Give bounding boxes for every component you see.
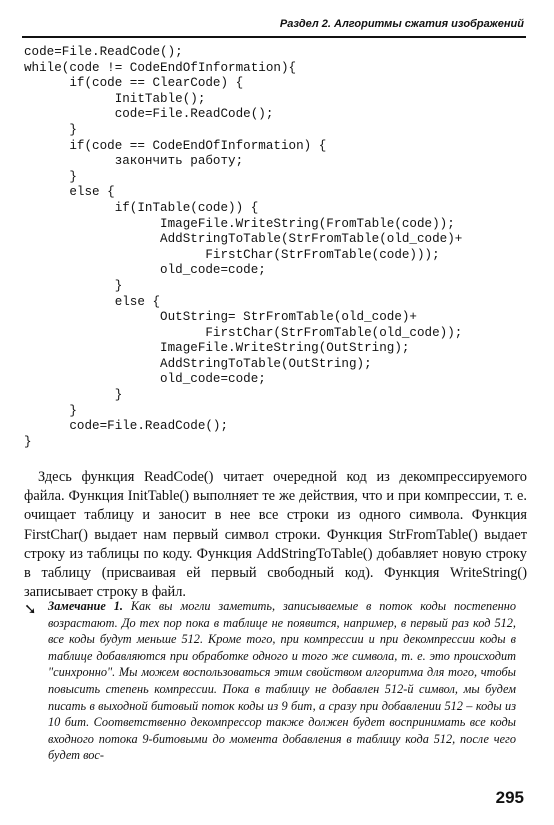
code-line: OutString= StrFromTable(old_code)+ <box>24 310 417 325</box>
code-line: } <box>24 169 77 184</box>
page-number: 295 <box>495 788 524 807</box>
code-line: InitTable(); <box>24 91 206 106</box>
code-line: old_code=code; <box>24 372 266 387</box>
note-block <box>48 598 516 764</box>
code-line: code=File.ReadCode(); <box>24 107 274 122</box>
code-line: if(InTable(code)) { <box>24 200 259 215</box>
code-line: if(code == CodeEndOfInformation) { <box>24 138 327 153</box>
code-line: code=File.ReadCode(); <box>24 45 183 59</box>
code-line: else { <box>24 294 161 309</box>
code-line: AddStringToTable(OutString); <box>24 356 372 371</box>
note-text: Как вы могли заметить, записываемые в поток коды постепенно возрастают. До тех пор пока в таблице не появится, например, в первый раз код 512, все коды будут меньше 512. Кроме того, при компрессии и при декомпрессии коды в таблице добавляются при обработке одного и того же символа, т. е. это происходит "синхронно". Мы можем воспользоваться этим свойством алгоритма для того, чтобы повысить степень компрессии. Пока в таблицу не добавлен 512-й символ, мы будем писать в выходной битовый поток коды из 9 бит, а сразу при добавлении 512 – коды из 10 бит. Соответственно декомпрессор также должен будет воспринимать все коды входного потока 9-битовыми до момента добавления в таблицу кода 512, после чего будет вос- <box>48 599 516 763</box>
code-line: } <box>24 403 77 418</box>
code-line: } <box>24 278 123 293</box>
code-line: закончить работу; <box>24 154 244 169</box>
code-listing <box>24 45 462 450</box>
header-rule <box>22 36 526 38</box>
code-line: ImageFile.WriteString(FromTable(code)); <box>24 216 455 231</box>
code-line: FirstChar(StrFromTable(code))); <box>24 247 440 262</box>
code-line: if(code == ClearCode) { <box>24 76 244 91</box>
code-line: } <box>24 388 123 403</box>
code-line: FirstChar(StrFromTable(old_code)); <box>24 325 463 340</box>
code-line: } <box>24 122 77 137</box>
code-line: while(code != CodeEndOfInformation){ <box>24 60 297 75</box>
code-line: else { <box>24 185 115 200</box>
code-line: old_code=code; <box>24 263 266 278</box>
code-line: AddStringToTable(StrFromTable(old_code)+ <box>24 232 463 247</box>
code-line: code=File.ReadCode(); <box>24 419 229 434</box>
running-header: Раздел 2. Алгоритмы сжатия изображений <box>279 18 524 30</box>
note-label: Замечание 1. <box>48 599 123 613</box>
code-line: } <box>24 434 32 449</box>
note-arrow-icon: ➘ <box>24 600 37 618</box>
body-paragraph: Здесь функция ReadCode() читает очередной код из декомпрессируемого файла. Функция InitTable() выполняет те же действия, что и при компрессии, т. е. очищает таблицу и заносит в нее все строки из одного символа. Функция FirstChar() выдает нам первый символ строки. Функция StrFromTable() выдает строку из таблицы по коду. Функция AddStringToTable() добавляет новую строку в таблицу (присваивая ей первый свободный код). Функция WriteString() записывает строку в файл. <box>24 469 527 601</box>
code-line: ImageFile.WriteString(OutString); <box>24 341 410 356</box>
